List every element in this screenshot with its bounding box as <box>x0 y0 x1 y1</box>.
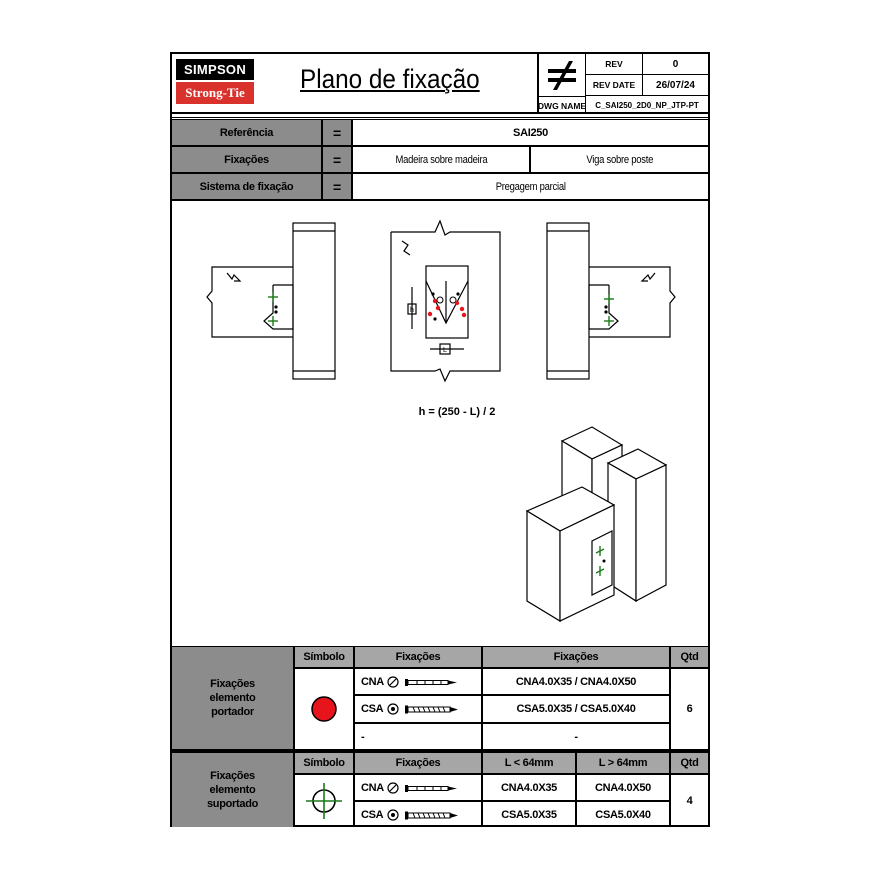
page-title: Plano de fixação <box>300 64 480 94</box>
fixacoes-label: Fixações <box>172 146 322 173</box>
referencia-label: Referência <box>172 119 322 146</box>
red-circle-icon <box>309 694 339 724</box>
isometric-view <box>527 427 666 621</box>
supported-row-2-fix: CSA <box>354 801 482 827</box>
supported-col-l-small: L < 64mm <box>482 752 576 774</box>
sistema-value: Pregagem parcial <box>352 173 708 200</box>
supported-col-fix: Fixações <box>354 752 482 774</box>
rev-value: 0 <box>642 54 708 75</box>
header <box>172 54 708 114</box>
referencia-equals: = <box>322 119 352 146</box>
carrier-symbol <box>294 668 354 750</box>
supported-col-qty: Qtd <box>670 752 708 774</box>
ring-nail-icon <box>387 675 473 689</box>
carrier-row-2-fix: CSA <box>354 695 482 723</box>
referencia-value: SAI250 <box>352 119 708 146</box>
fixacoes-equals: = <box>322 146 352 173</box>
screw-icon <box>387 808 473 822</box>
carrier-qty: 6 <box>670 668 708 750</box>
fixacoes-value-1: Madeira sobre madeira <box>352 146 530 173</box>
supported-symbol <box>294 774 354 827</box>
supported-col-l-big: L > 64mm <box>576 752 670 774</box>
supported-row-1-big: CNA4.0X50 <box>576 774 670 801</box>
carrier-col-fix2: Fixações <box>482 646 670 668</box>
brand-logo-top: SIMPSON <box>176 59 254 80</box>
crosshair-icon <box>304 781 344 821</box>
formula-text: h = (250 - L) / 2 <box>418 406 496 418</box>
drawing-sheet <box>170 52 710 827</box>
fixacoes-value-2: Viga sobre poste <box>530 146 708 173</box>
dwg-name-label: DWG NAME <box>537 96 585 114</box>
supported-qty: 4 <box>670 774 708 827</box>
info-gap <box>172 114 708 118</box>
carrier-row-1-fix: CNA <box>354 668 482 695</box>
rev-date-label: REV DATE <box>585 74 643 96</box>
rev-label: REV <box>585 54 643 75</box>
carrier-row-2-value: CSA5.0X35 / CSA5.0X40 <box>482 695 670 723</box>
carrier-row-3-value: - <box>482 723 670 750</box>
rev-date-value: 26/07/24 <box>642 74 708 96</box>
supported-group-label: Fixações elemento suportado <box>172 752 294 827</box>
carrier-col-symbol: Símbolo <box>294 646 354 668</box>
brand-logo-bottom: Strong-Tie <box>176 82 254 104</box>
carrier-group-label: Fixações elemento portador <box>172 646 294 750</box>
supported-col-symbol: Símbolo <box>294 752 354 774</box>
sistema-label: Sistema de fixação <box>172 173 322 200</box>
sistema-equals: = <box>322 173 352 200</box>
carrier-col-qty: Qtd <box>670 646 708 668</box>
carrier-row-1-value: CNA4.0X35 / CNA4.0X50 <box>482 668 670 695</box>
carrier-col-fix: Fixações <box>354 646 482 668</box>
supported-row-1-fix: CNA <box>354 774 482 801</box>
screw-icon <box>387 702 473 716</box>
supported-row-1-small: CNA4.0X35 <box>482 774 576 801</box>
drawing-area <box>172 200 708 646</box>
ring-nail-icon <box>387 781 473 795</box>
not-equal-icon <box>537 54 585 96</box>
carrier-row-3-fix: - <box>354 723 482 750</box>
dwg-name-value: C_SAI250_2D0_NP_JTP-PT <box>585 95 708 114</box>
technical-drawing <box>172 201 708 647</box>
dim-h-label: h <box>410 307 414 314</box>
dim-l-label: L <box>443 347 447 354</box>
supported-row-2-big: CSA5.0X40 <box>576 801 670 827</box>
supported-row-2-small: CSA5.0X35 <box>482 801 576 827</box>
